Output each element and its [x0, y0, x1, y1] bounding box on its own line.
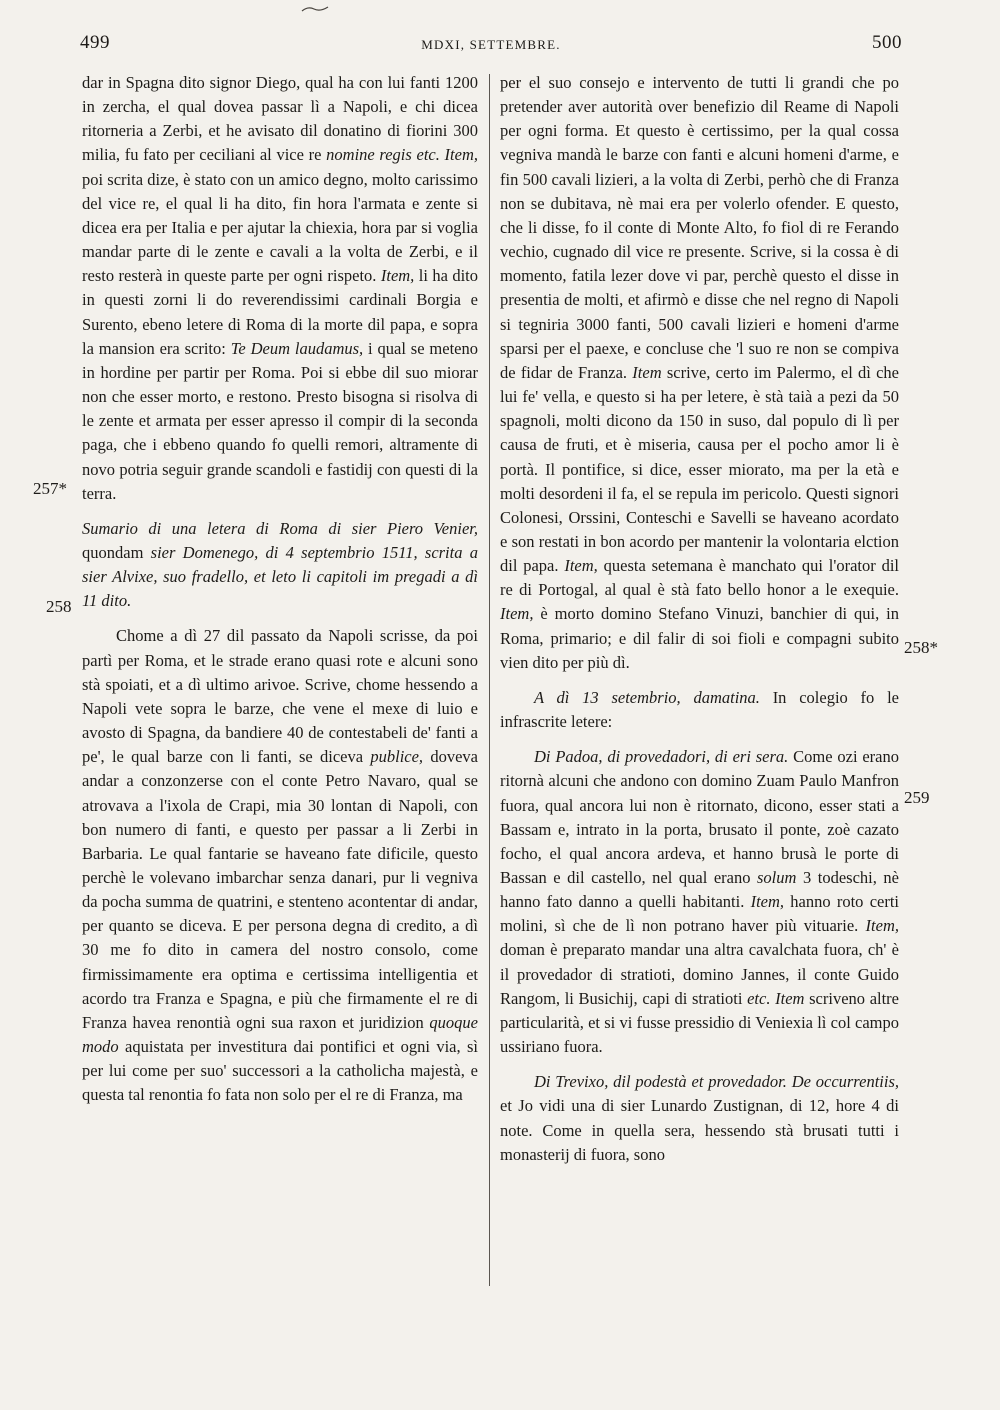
text-span: In colegio fo le infrascrite letere:	[500, 687, 899, 732]
text-span: quondam	[82, 542, 151, 562]
margin-number-258-right: 258*	[904, 638, 938, 657]
italic-span: Di Padoa, di provedadori, di eri sera.	[534, 747, 789, 767]
text-span: Chome a dì 27 dil passato da Napoli scrisse, da poi partì per Roma, et le strade erano quasi rote e alcuni sono stà spoiati, et a dì ultimo arivoe. Scrive, chome hessendo a Napoli vete sopra le barze, che vene el mexe di luio e avosto di Spagna, da bandiere 40 de contestabeli de' fanti a pe', le qual barze con li fanti, se diceva	[82, 626, 478, 767]
italic-span: Sumario di una letera di Roma di sier Piero Venier,	[82, 518, 478, 538]
text-span: et Jo vidi una di sier Lunardo Zustignan, di 12, hore 4 di note. Come in quella sera, hessendo stà brusati tutti i monasterij di fuora, sono	[500, 1096, 899, 1164]
ink-blot	[300, 0, 330, 8]
text-span: doveva andar a conzonzerse con el conte Petro Navaro, qual se atrovava a l'ixola de Crapi, mia 30 lontan di Napoli, con bon numero di fanti, e questo per passar a li Zerbi in Barbaria. Le qual fantarie se haveano fate dificile, questo perchè le volevano imbarchar senza danari, pur li vegniva da pocha summa de quatrini, e stenteno acontentar di andar, per quanto se diceva. E per persona degna di credito, a dì 30 me fo dito in camera del nostro consolo, come firmissimamente era optima e certissima intelligentia et acordo tra Franza e Spagna, e più che firmamente el re di Franza havea renontià ogni sua raxon et juridizion	[82, 747, 478, 1032]
italic-span: etc. Item	[747, 988, 805, 1008]
italic-span: A dì 13 setembrio, damatina.	[534, 687, 760, 707]
italic-span: sier Domenego, di 4 septembrio 1511, scrita a sier Alvixe, suo fradello, et leto li capitoli im pregadi a dì 11 dito.	[82, 542, 478, 611]
right-column	[500, 71, 899, 1167]
text-span: 3 todeschi, nè hanno fato danno a quelli habitanti.	[500, 868, 899, 912]
text-span: per el suo consejo e intervento de tutti li grandi che po pretender aver autorità over benefizio dil Reame di Napoli per ogni forma. Et questo è certissimo, per la qual cossa vegniva mandà le barze con fanti e alcuni homeni d'arme, e fin 500 cavali lizieri, a la volta di Zerbi, perhò che di Franza non se dubitava, nè mai era per volerlo ofender. E questo, che li disse, fo il conte di Monte Alto, fo fiol di re Ferando vechio, cugnado dil vice re presente. Scrive, si la cossa è di momento, fatila lezer dove vi par, perchè questo el disse in presentia de molti, et afirmò e disse che nel regno di Napoli si tegniria 3000 fanti, 500 cavali lizieri e homeni d'arme sparsi per el paexe, e concluse che 'l suo re non se compiva de fidar de Franza.	[500, 73, 899, 382]
italic-span: Item,	[750, 892, 785, 912]
italic-span: Item,	[865, 916, 899, 936]
text-span: scrive, certo im Palermo, el dì che lui fe' vella, e questo si ha per letere, è stà taià a pezi da 50 spagnoli, molti dicono da 150 in suso, dal populo di lì per causa de fruti, et è miseria, causa per el pocho amor li è portà. Il pontifice, si dice, esser miorato, ma per la età e molti desordeni il fa, el se repula im pericolo. Questi signori Colonesi, Orssini, Conteschi e Savelli se haveano acordato e son restati in bon acordo per mantenir la volontaria elction dil papa.	[500, 362, 900, 576]
text-span: scriveno altre particularità, et si vi fusse pressidio di Veniexia lì col campo ussiriano fuora.	[500, 988, 900, 1057]
text-span: dar in Spagna dito signor Diego, qual ha con lui fanti 1200 in zercha, el qual dovea passar lì a Napoli, e chi dicea ritorneria a Zerbi, et he avisato dil donatino di fiorini 300 milia, fu fato per ceciliani al vice re	[82, 73, 478, 165]
italic-span: quoque modo	[82, 1012, 478, 1057]
text-span: è morto domino Stefano Vinuzi, banchier di qui, in Roma, primario; e dil falir di soi fioli e compagni subito vien dito per più dì.	[500, 604, 899, 672]
margin-number-258-left: 258	[46, 597, 72, 616]
page-number-left: 499	[80, 32, 110, 53]
left-paragraph-1	[82, 71, 478, 506]
running-title: MDXI, SETTEMBRE.	[421, 37, 561, 52]
italic-span: Item,	[500, 604, 534, 624]
right-paragraph-trevixo	[500, 1070, 899, 1167]
section-heading-sumario	[82, 517, 478, 614]
right-paragraph-date	[500, 686, 899, 734]
margin-number-257: 257*	[33, 479, 67, 498]
italic-span: Te Deum laudamus,	[230, 338, 364, 358]
right-paragraph-padoa	[500, 745, 899, 1059]
text-span: questa setemana è manchato qui l'orator dil re di Portogal, al qual è stà fato bello honor a le exequie.	[500, 556, 899, 600]
running-head	[80, 32, 902, 62]
italic-span: publice,	[370, 747, 424, 767]
left-paragraph-2	[82, 624, 478, 1107]
text-span: hanno roto certi molini, sì che de lì non potrano haver più vituarie.	[500, 892, 899, 936]
text-span: doman è preparato mandar una altra cavalchata fuora, ch' è il provedador di stratioti, domino Jannes, il conte Guido Rangom, li Busichij, capi di stratioti	[500, 940, 899, 1008]
page-number-right: 500	[872, 32, 902, 53]
italic-span: Item	[632, 362, 662, 382]
text-span: Come ozi erano ritornà alcuni che andono con domino Zuam Paulo Manfron fuora, qual ancora lui non è ritornato, dicono, esser stati a Bassam e, intrato in la porta, brusato il ponte, zoè cazato focho, el qual ancora ardeva, et hanno brusà le porte di Bassan e dil castello, nel qual erano	[500, 747, 899, 887]
text-span: aquistata per investitura dai pontifici et ogni via, sì per lui come per suo' successori a la catholicha majestà, e questa tal renontia fo fata non solo per el re di Franza, ma	[82, 1037, 478, 1105]
margin-number-259: 259	[904, 788, 930, 807]
italic-span: solum	[757, 868, 797, 887]
column-rule	[489, 74, 490, 1286]
text-span: poi scrita dize, è stato con un amico degno, molto carissimo del vice re, el qual li ha dito, fin hora l'armata e zente si dicea era per Italia e per ajutar la chiexia, hora par si voglia mandar parte di le zente e cavali a la volta de Zerbi, e il resto resterà in queste parte per ogni rispeto.	[82, 169, 478, 286]
text-span: li ha dito in questi zorni li do reverendissimi cardinali Borgia e Surento, ebeno letere di Roma di la morte dil papa, e sopra la mansion era scrito:	[82, 266, 479, 358]
left-column	[82, 71, 478, 1108]
text-span: i qual se meteno in hordine per partir per Roma. Poi si ebbe dil suo miorar non che esser morto, e restono. Presto bisogna si risolva di le zente et armata per esser apresso il compir di la seconda paga, che i ebbeno quando fo quelli remori, altramente di novo potria seguir grande scandoli e fastidij con questi di la terra.	[82, 338, 478, 503]
italic-span: Di Trevixo, dil podestà et provedador. De occurrentiis,	[534, 1072, 899, 1092]
italic-span: nomine regis etc. Item,	[326, 145, 479, 165]
italic-span: Item,	[564, 556, 598, 576]
right-paragraph-1	[500, 71, 899, 675]
italic-span: Item,	[380, 266, 415, 286]
